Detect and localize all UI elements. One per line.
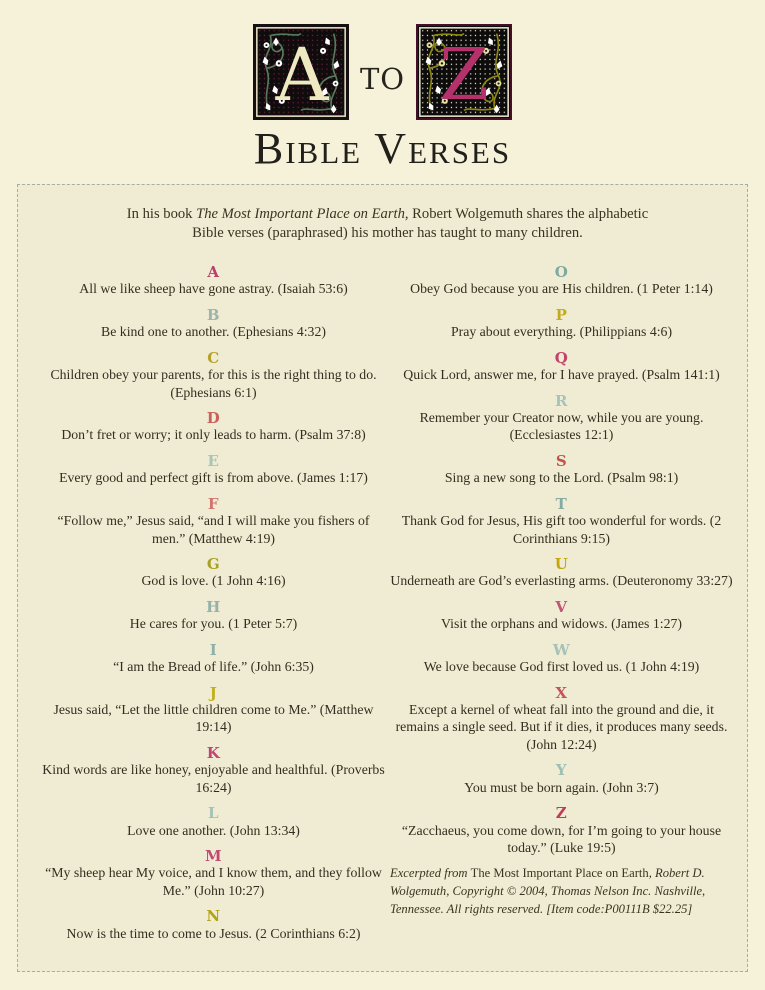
- verse-entry: [42, 908, 385, 942]
- header: [0, 0, 765, 171]
- verse-letter: F: [207, 494, 220, 513]
- verse-columns: [42, 264, 733, 951]
- verse-letter: E: [207, 451, 220, 470]
- content-panel: [17, 184, 748, 972]
- verse-entry: [42, 453, 385, 487]
- verse-letter: T: [555, 494, 568, 513]
- verse-letter: O: [554, 262, 569, 281]
- verse-text: Be kind one to another. (Ephesians 4:32): [101, 324, 326, 340]
- verse-letter: V: [555, 597, 568, 616]
- credit-note: [390, 865, 733, 918]
- verse-text: Children obey your parents, for this is the right thing to do. (Ephesians 6:1): [50, 367, 377, 400]
- verse-entry: [42, 556, 385, 590]
- verse-entry: [390, 307, 733, 341]
- intro-paragraph: [114, 205, 662, 243]
- verse-text: “Zacchaeus, you come down, for I’m going to your house today.” (Luke 19:5): [401, 822, 722, 855]
- initial-letter-a: A: [275, 32, 329, 118]
- right-column: [390, 264, 733, 951]
- verse-text: “Follow me,” Jesus said, “and I will make you fishers of men.” (Matthew 4:19): [57, 513, 370, 546]
- verse-letter: G: [206, 554, 221, 573]
- verse-entry: [42, 410, 385, 444]
- verse-text: Except a kernel of wheat fall into the ground and die, it remains a single seed. But if it dies, it produces many seeds. (John 12:24): [395, 702, 728, 752]
- credit-prefix: Excerpted from: [390, 866, 471, 881]
- verse-text: Now is the time to come to Jesus. (2 Corinthians 6:2): [66, 925, 361, 941]
- verse-text: “I am the Bread of life.” (John 6:35): [113, 659, 314, 675]
- verse-entry: [42, 805, 385, 839]
- verse-entry: [390, 393, 733, 444]
- verse-text: Love one another. (John 13:34): [127, 822, 300, 838]
- verse-entry: [42, 599, 385, 633]
- verse-entry: [42, 350, 385, 401]
- verse-text: Thank God for Jesus, His gift too wonderful for words. (2 Corinthians 9:15): [401, 513, 722, 546]
- verse-letter: Q: [554, 348, 569, 367]
- initial-letter-z: Z: [439, 32, 489, 116]
- verse-letter: N: [206, 907, 221, 926]
- verse-entry: [42, 264, 385, 298]
- verse-letter: S: [555, 451, 568, 470]
- verse-letter: P: [555, 305, 568, 324]
- verse-text: He cares for you. (1 Peter 5:7): [129, 616, 298, 632]
- verse-entry: [42, 496, 385, 547]
- verse-letter: J: [209, 683, 218, 702]
- verse-text: “My sheep hear My voice, and I know them, and they follow Me.” (John 10:27): [45, 865, 382, 898]
- verse-letter: A: [207, 262, 220, 281]
- verse-entry: [390, 556, 733, 590]
- verse-text: Don’t fret or worry; it only leads to harm. (Psalm 37:8): [61, 427, 366, 443]
- to-label: TO: [359, 62, 406, 96]
- verse-entry: [390, 805, 733, 856]
- verse-text: Obey God because you are His children. (1 Peter 1:14): [410, 281, 713, 297]
- verse-letter: Z: [555, 804, 568, 823]
- verse-letter: H: [206, 597, 221, 616]
- credit-rest: , Robert D. Wolgemuth, Copyright © 2004, Thomas Nelson Inc. Nashville, Tennessee. All rights reserved. [Item code:P00111B $22.25]: [390, 866, 706, 916]
- left-column: [42, 264, 385, 951]
- verse-text: Jesus said, “Let the little children come to Me.” (Matthew 19:14): [53, 702, 374, 735]
- verse-entry: [42, 745, 385, 796]
- verse-text: Remember your Creator now, while you are young. (Ecclesiastes 12:1): [419, 410, 704, 443]
- verse-entry: [390, 599, 733, 633]
- right-column-entries: [390, 264, 733, 856]
- verse-text: Kind words are like honey, enjoyable and healthful. (Proverbs 16:24): [42, 762, 385, 795]
- verse-entry: [42, 848, 385, 899]
- verse-entry: [390, 762, 733, 796]
- verse-entry: [42, 642, 385, 676]
- verse-letter: M: [204, 846, 223, 865]
- verse-text: We love because God first loved us. (1 John 4:19): [423, 659, 700, 675]
- verse-text: Every good and perfect gift is from above. (James 1:17): [59, 470, 368, 486]
- intro-book-title: The Most Important Place on Earth: [196, 206, 405, 222]
- verse-text: God is love. (1 John 4:16): [141, 573, 286, 589]
- verse-letter: C: [207, 348, 220, 367]
- verse-entry: [42, 685, 385, 736]
- illuminated-a-tile: [253, 24, 349, 120]
- verse-entry: [390, 496, 733, 547]
- verse-letter: D: [206, 408, 221, 427]
- verse-letter: K: [206, 743, 221, 762]
- intro-suffix: , Robert Wolgemuth shares the alphabetic Bible verses (paraphrased) his mother has taught to many children.: [192, 206, 649, 241]
- verse-text: Quick Lord, answer me, for I have prayed. (Psalm 141:1): [403, 367, 720, 383]
- verse-letter: R: [555, 391, 568, 410]
- verse-text: All we like sheep have gone astray. (Isaiah 53:6): [79, 281, 348, 297]
- page-title: Bible Verses: [253, 124, 512, 173]
- verse-letter: B: [206, 305, 221, 324]
- verse-letter: I: [209, 640, 218, 659]
- verse-entry: [390, 453, 733, 487]
- verse-text: Pray about everything. (Philippians 4:6): [450, 324, 673, 340]
- verse-text: Visit the orphans and widows. (James 1:27): [441, 616, 682, 632]
- credit-book-title: The Most Important Place on Earth: [470, 866, 649, 881]
- verse-entry: [390, 264, 733, 298]
- verse-letter: X: [555, 683, 568, 702]
- intro-prefix: In his book: [126, 206, 197, 222]
- verse-entry: [390, 350, 733, 384]
- verse-text: Underneath are God’s everlasting arms. (Deuteronomy 33:27): [390, 573, 733, 589]
- illuminated-initials-row: [0, 24, 765, 120]
- verse-text: You must be born again. (John 3:7): [464, 779, 659, 795]
- verse-entry: [390, 685, 733, 754]
- verse-letter: Y: [555, 761, 568, 780]
- verse-letter: U: [554, 554, 569, 573]
- verse-entry: [42, 307, 385, 341]
- verse-letter: W: [552, 640, 571, 659]
- verse-entry: [390, 642, 733, 676]
- illuminated-z-tile: [416, 24, 512, 120]
- verse-letter: L: [207, 804, 220, 823]
- verse-text: Sing a new song to the Lord. (Psalm 98:1): [444, 470, 679, 486]
